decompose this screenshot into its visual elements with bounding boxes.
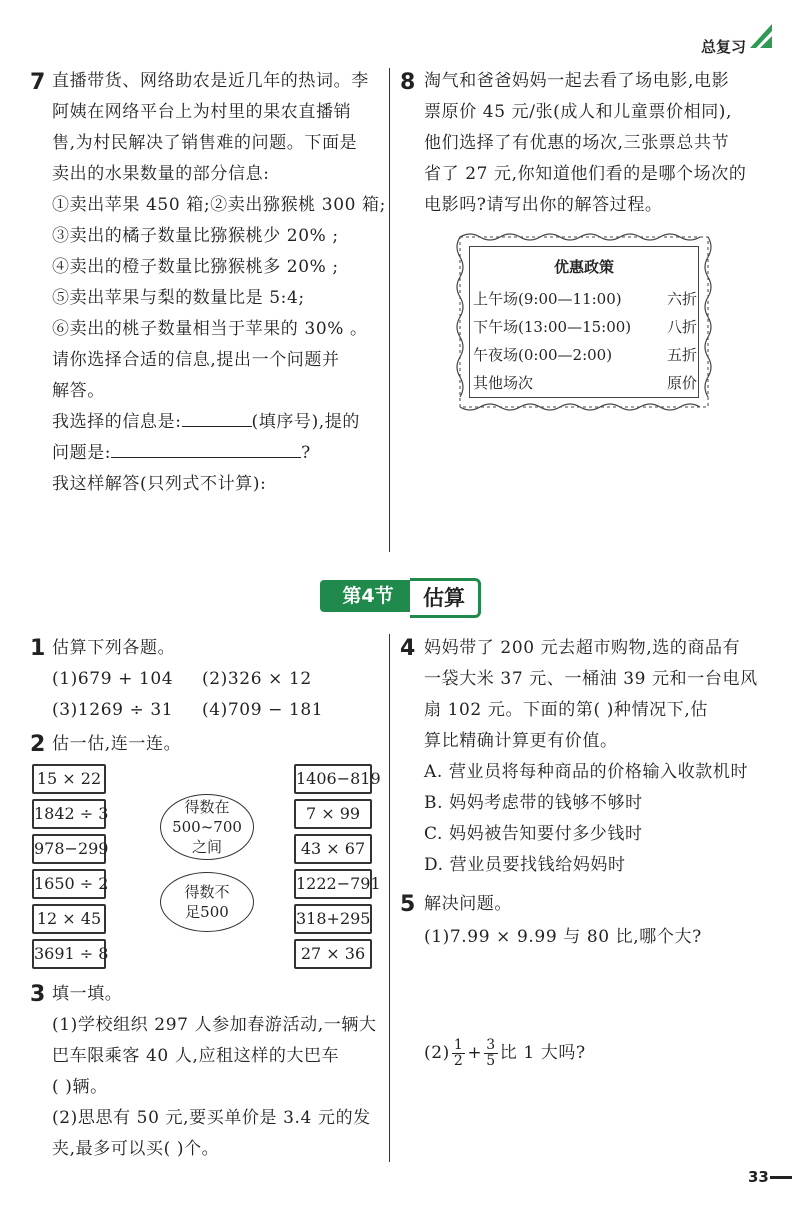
q2-prompt: 估一估,连一连。 — [52, 734, 182, 754]
q5-frac2-den: 5 — [486, 1053, 496, 1069]
q5-number: 5 — [400, 892, 416, 917]
q8-line: 省了 27 元,你知道他们看的是哪个场次的 — [424, 164, 747, 184]
q8-number: 8 — [400, 70, 416, 95]
q2-oval-text — [184, 882, 229, 922]
q2-oval-line: 500~700 — [172, 818, 242, 836]
q7-line: 阿姨在网络平台上为村里的果农直播销 — [52, 102, 352, 122]
q5-plus: + — [467, 1043, 483, 1063]
policy-session: 上午场(9:00—11:00) — [473, 290, 622, 308]
policy-session: 其他场次 — [473, 374, 534, 392]
q4-number: 4 — [400, 636, 416, 661]
q2-oval-under-500[interactable] — [160, 872, 254, 932]
q3-prompt: 填一填。 — [52, 984, 123, 1004]
section-title: 估算 — [410, 578, 481, 618]
q2-left-box[interactable]: 3691 ÷ 8 — [32, 939, 106, 969]
q2-number: 2 — [30, 732, 46, 757]
q7-line: ③卖出的橘子数量比猕猴桃少 20% ; — [52, 226, 339, 246]
q5-fraction-2 — [484, 1038, 498, 1069]
policy-discount: 八折 — [666, 318, 697, 336]
q5-frac1-den: 2 — [453, 1053, 464, 1069]
q2-oval-line: 足500 — [185, 903, 229, 921]
q3-line: ( )辆。 — [52, 1077, 108, 1097]
q7-question-line — [52, 438, 386, 469]
q4-option: C. 妈妈被告知要付多少钱时 — [424, 824, 643, 844]
q2-right-box[interactable]: 27 × 36 — [294, 939, 372, 969]
q4-line: 扇 102 元。下面的第( )种情况下,估 — [424, 700, 708, 720]
q7-line: 直播带货、网络助农是近几年的热词。李 — [52, 71, 369, 91]
policy-title: 优惠政策 — [553, 258, 614, 276]
q2-left-box[interactable]: 978−299 — [32, 834, 106, 864]
q7-line: 解答。 — [52, 381, 105, 401]
q7-line: 售,为村民解决了销售难的问题。下面是 — [52, 133, 358, 153]
q8-line: 淘气和爸爸妈妈一起去看了场电影,电影 — [424, 71, 730, 91]
q3-line: 夹,最多可以买( )个。 — [52, 1139, 220, 1159]
policy-row — [473, 288, 697, 309]
q1-item: (1)679 + 104 — [52, 669, 174, 689]
q4-line: 一袋大米 37 元、一桶油 39 元和一台电风 — [424, 669, 758, 689]
q5-part1: (1)7.99 × 9.99 与 80 比,哪个大? — [424, 927, 702, 947]
q2-oval-text — [172, 797, 242, 857]
q2-right-box[interactable]: 318+295 — [294, 904, 372, 934]
q7-answer-line: 我这样解答(只列式不计算): — [52, 474, 267, 494]
q2-left-box[interactable]: 15 × 22 — [32, 764, 106, 794]
q7-line: 卖出的水果数量的部分信息: — [52, 164, 270, 184]
q7-question-suffix: ? — [301, 443, 311, 463]
q4-option: A. 营业员将每种商品的价格输入收款机时 — [424, 762, 749, 782]
q2-left-box[interactable]: 12 × 45 — [32, 904, 106, 934]
column-divider-top — [389, 68, 390, 552]
q7-info-blank[interactable] — [182, 408, 252, 427]
q1-item: (2)326 × 12 — [202, 669, 312, 689]
policy-row — [473, 344, 697, 365]
q8-line: 电影吗?请写出你的解答过程。 — [424, 195, 663, 215]
q5-frac1-num: 1 — [453, 1037, 464, 1053]
q5-part2-prefix: (2) — [424, 1043, 450, 1063]
q2-oval-line: 之间 — [191, 838, 222, 856]
q2-oval-line: 得数在 — [184, 798, 230, 816]
header-title: 总复习 — [700, 38, 746, 56]
q7-line: ⑤卖出苹果与梨的数量比是 5:4; — [52, 288, 305, 308]
q4-option: B. 妈妈考虑带的钱够不够时 — [424, 793, 643, 813]
policy-discount: 原价 — [666, 374, 697, 392]
q7-body — [52, 66, 386, 500]
q1-prompt: 估算下列各题。 — [52, 638, 176, 658]
q4-line: 算比精确计算更有价值。 — [424, 731, 618, 751]
q7-choose-prefix: 我选择的信息是: — [52, 412, 182, 432]
q2-right-box[interactable]: 1222−791 — [294, 869, 372, 899]
q2-right-box[interactable]: 7 × 99 — [294, 799, 372, 829]
q3-line: (1)学校组织 297 人参加春游活动,一辆大 — [52, 1015, 377, 1035]
q5-prompt: 解决问题。 — [424, 894, 512, 914]
q7-choose-line — [52, 407, 386, 438]
policy-discount: 五折 — [666, 346, 697, 364]
q4-option: D. 营业员要找钱给妈妈时 — [424, 855, 626, 875]
section-banner — [312, 576, 482, 616]
page-number: 33 — [748, 1168, 769, 1186]
q7-line: 请你选择合适的信息,提出一个问题并 — [52, 350, 340, 370]
q7-line: ⑥卖出的桃子数量相当于苹果的 30% 。 — [52, 319, 368, 339]
q4-body — [424, 633, 758, 881]
q1-item: (4)709 − 181 — [202, 700, 324, 720]
q8-body — [424, 66, 746, 221]
q7-number: 7 — [30, 70, 46, 95]
q7-line: ④卖出的橙子数量比猕猴桃多 20% ; — [52, 257, 339, 277]
page-marker-icon — [770, 1176, 792, 1179]
q5-part2 — [424, 1038, 586, 1069]
q4-line: 妈妈带了 200 元去超市购物,选的商品有 — [424, 638, 741, 658]
q1-item: (3)1269 ÷ 31 — [52, 700, 174, 720]
q5-fraction-1 — [452, 1038, 466, 1069]
policy-session: 午夜场(0:00—2:00) — [473, 346, 613, 364]
policy-discount: 六折 — [666, 290, 697, 308]
q2-right-box[interactable]: 43 × 67 — [294, 834, 372, 864]
q1-number: 1 — [30, 636, 46, 661]
discount-policy-box — [455, 232, 713, 412]
q3-number: 3 — [30, 982, 46, 1007]
q3-line: (2)思思有 50 元,要买单价是 3.4 元的发 — [52, 1108, 371, 1128]
green-triangle-logo-icon — [748, 22, 774, 50]
q5-part2-suffix: 比 1 大吗? — [499, 1043, 586, 1063]
q7-line: ①卖出苹果 450 箱;②卖出猕猴桃 300 箱; — [52, 195, 386, 215]
q3-body — [52, 1010, 377, 1165]
q7-choose-suffix: (填序号),提的 — [251, 412, 360, 432]
q2-left-box[interactable]: 1650 ÷ 2 — [32, 869, 106, 899]
q7-question-prefix: 问题是: — [52, 443, 112, 463]
policy-row — [473, 372, 697, 393]
q2-left-box[interactable]: 1842 ÷ 3 — [32, 799, 106, 829]
q2-oval-line: 得数不 — [184, 883, 230, 901]
q7-question-blank[interactable] — [111, 439, 301, 458]
q2-right-box[interactable]: 1406−819 — [294, 764, 372, 794]
column-divider-bottom — [389, 634, 390, 1162]
q3-line: 巴车限乘客 40 人,应租这样的大巴车 — [52, 1046, 340, 1066]
section-label: 第4节 — [320, 580, 416, 612]
q2-oval-500-700[interactable] — [160, 794, 254, 860]
q5-frac2-num: 3 — [486, 1037, 496, 1053]
q8-line: 他们选择了有优惠的场次,三张票总共节 — [424, 133, 730, 153]
q8-line: 票原价 45 元/张(成人和儿童票价相同), — [424, 102, 733, 122]
policy-session: 下午场(13:00—15:00) — [473, 318, 632, 336]
policy-row — [473, 316, 697, 337]
